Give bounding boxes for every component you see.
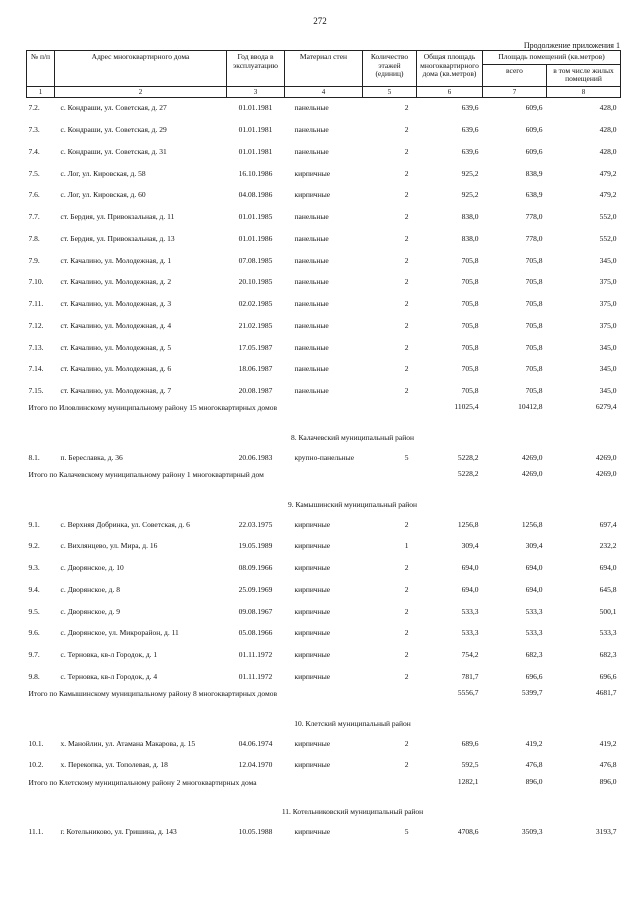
cell-year: 08.09.1966 [238,563,273,573]
cell-floors: 1 [404,541,409,551]
cell-address: с. Дворянское, д. 9 [60,606,120,616]
cell-area-residential: 3193,7 [595,827,617,837]
cell-total-area: 639,6 [461,146,479,156]
table-row [27,558,621,580]
cell-total-area: 4708,6 [457,827,479,837]
cell-material: панельные [294,299,329,309]
table-row [27,315,621,337]
cell-year: 17.05.1987 [238,342,273,352]
cell-year: 05.08.1966 [238,628,273,638]
section-heading-row [27,496,621,514]
section-heading: 10. Клетский муниципальный район [294,718,411,728]
table-row [27,822,621,844]
cell-num: 7.12. [28,320,44,330]
cell-material: панельные [294,364,329,374]
cell-floors: 2 [404,320,409,330]
cell-year: 12.04.1970 [238,760,273,770]
cell-area-all: 778,0 [525,212,543,222]
cell-floors: 2 [404,563,409,573]
cell-num: 10.2. [28,760,44,770]
cell-address: ст. Бердия, ул. Привокзальная, д. 11 [60,212,175,222]
cell-area-residential: 419,2 [599,738,617,748]
cell-area-all: 609,6 [525,103,543,113]
cell-material: панельные [294,212,329,222]
cell-area-all: 638,9 [525,190,543,200]
cell-area-all: 682,3 [525,650,543,660]
cell-material: панельные [294,103,329,113]
cell-num: 7.15. [28,386,44,396]
table-row [27,579,621,601]
table-row [27,207,621,229]
cell-material: кирпичные [294,563,331,573]
cell-floors: 2 [404,342,409,352]
table-row [27,381,621,403]
cell-total-area: 705,8 [461,386,479,396]
cell-area-all: 1256,8 [521,519,543,529]
cell-total-area: 592,5 [461,760,479,770]
cell-total-area: 705,8 [461,320,479,330]
cell-area-residential: 345,0 [599,342,617,352]
column-number: 1 [27,86,55,97]
cell-floors: 2 [404,606,409,616]
cell-material: кирпичные [294,519,331,529]
cell-material: кирпичные [294,628,331,638]
cell-material: панельные [294,125,329,135]
cell-total-area: 781,7 [461,671,479,681]
cell-area-residential: 232,2 [599,541,617,551]
housing-table [26,50,621,843]
cell-year: 02.02.1985 [238,299,273,309]
cell-area-residential: 345,0 [599,364,617,374]
cell-year: 01.11.1972 [238,671,273,681]
column-number: 6 [417,86,483,97]
cell-area-all: 533,3 [525,606,543,616]
cell-num: 9.3. [28,563,40,573]
cell-material: кирпичные [294,541,331,551]
cell-floors: 2 [404,519,409,529]
cell-address: с. Терновка, кв-л Городок, д. 4 [60,671,158,681]
cell-address: ст. Качалино, ул. Молодежная, д. 4 [60,320,172,330]
cell-num: 7.2. [28,103,40,113]
header-material: Материал стен [285,51,363,87]
cell-area-residential: 375,0 [599,320,617,330]
cell-total-area: 639,6 [461,125,479,135]
column-number: 4 [285,86,363,97]
cell-area-all: 419,2 [525,738,543,748]
cell-area-all: 778,0 [525,233,543,243]
cell-area-residential: 428,0 [599,103,617,113]
cell-num: 7.14. [28,364,44,374]
total-value: 4269,0 [595,469,617,479]
cell-area-residential: 345,0 [599,255,617,265]
cell-num: 9.8. [28,671,40,681]
cell-floors: 2 [404,628,409,638]
cell-material: кирпичные [294,190,331,200]
page-number: 272 [313,16,327,26]
cell-num: 7.9. [28,255,40,265]
cell-address: ст. Качалино, ул. Молодежная, д. 1 [60,255,172,265]
cell-floors: 2 [404,299,409,309]
table-row [27,294,621,316]
cell-total-area: 689,6 [461,738,479,748]
total-value: 4269,0 [521,469,543,479]
cell-floors: 2 [404,212,409,222]
cell-material: кирпичные [294,650,331,660]
total-row [27,688,621,715]
table-row [27,536,621,558]
cell-floors: 5 [404,452,409,462]
cell-area-residential: 533,3 [599,628,617,638]
cell-address: с. Верхняя Добринка, ул. Советская, д. 6 [60,519,190,529]
column-number: 2 [55,86,227,97]
table-row [27,185,621,207]
cell-material: кирпичные [294,827,331,837]
section-heading-row [27,429,621,447]
cell-year: 04.08.1986 [238,190,273,200]
cell-year: 01.01.1981 [238,146,273,156]
total-value: 1282,1 [457,776,479,786]
total-label: Итого по Клетскому муниципальному району 2 многоквартирных дома [28,777,257,787]
cell-address: с. Вихлянцево, ул. Мира, д. 16 [60,541,158,551]
cell-address: с. Кондраши, ул. Советская, д. 31 [60,146,167,156]
cell-area-all: 476,8 [525,760,543,770]
total-row [27,777,621,804]
cell-area-residential: 428,0 [599,146,617,156]
cell-area-residential: 476,8 [599,760,617,770]
cell-area-residential: 500,1 [599,606,617,616]
cell-floors: 2 [404,125,409,135]
table-row [27,141,621,163]
header-total-area: Общая площадь многоквартирного дома (кв.метров) [417,51,483,87]
cell-year: 20.06.1983 [238,452,273,462]
cell-address: с. Лог, ул. Кировская, д. 58 [60,168,146,178]
cell-floors: 2 [404,584,409,594]
cell-area-residential: 552,0 [599,212,617,222]
total-value: 896,0 [525,776,543,786]
table-row [27,337,621,359]
cell-year: 01.01.1986 [238,233,273,243]
cell-total-area: 705,8 [461,364,479,374]
cell-area-residential: 4269,0 [595,452,617,462]
cell-year: 04.06.1974 [238,738,273,748]
continuation-note: Продолжение приложения 1 [523,41,620,50]
cell-area-all: 838,9 [525,168,543,178]
cell-address: ст. Качалино, ул. Молодежная, д. 3 [60,299,172,309]
cell-area-residential: 428,0 [599,125,617,135]
section-heading-row [27,715,621,733]
cell-total-area: 705,8 [461,255,479,265]
cell-floors: 2 [404,190,409,200]
column-number: 3 [227,86,285,97]
cell-address: х. Манойлин, ул. Атамана Макарова, д. 15 [60,738,196,748]
cell-num: 7.13. [28,342,44,352]
table-row [27,755,621,777]
cell-material: панельные [294,233,329,243]
cell-floors: 2 [404,277,409,287]
cell-num: 9.5. [28,606,40,616]
table-row [27,733,621,755]
cell-address: ст. Качалино, ул. Молодежная, д. 7 [60,386,172,396]
cell-area-all: 705,8 [525,277,543,287]
cell-area-all: 705,8 [525,386,543,396]
cell-total-area: 533,3 [461,628,479,638]
cell-total-area: 754,2 [461,650,479,660]
total-label: Итого по Камышинскому муниципальному району 8 многоквартирных домов [28,689,278,699]
cell-address: с. Кондраши, ул. Советская, д. 27 [60,103,167,113]
table-row [27,666,621,688]
total-value: 4681,7 [595,688,617,698]
cell-total-area: 639,6 [461,103,479,113]
cell-year: 07.08.1985 [238,255,273,265]
cell-floors: 5 [404,827,409,837]
cell-area-all: 705,8 [525,364,543,374]
cell-area-residential: 697,4 [599,519,617,529]
total-value: 10412,8 [518,402,543,412]
cell-floors: 2 [404,103,409,113]
cell-floors: 2 [404,738,409,748]
cell-area-residential: 682,3 [599,650,617,660]
cell-address: ст. Качалино, ул. Молодежная, д. 2 [60,277,172,287]
table-row [27,272,621,294]
section-heading: 11. Котельниковский муниципальный район [281,807,424,817]
cell-address: с. Дворянское, ул. Микрорайон, д. 11 [60,628,179,638]
cell-year: 22.03.1975 [238,519,273,529]
cell-address: п. Береславка, д. 36 [60,452,123,462]
total-label: Итого по Калачевскому муниципальному району 1 многоквартирный дом [28,470,264,480]
cell-address: с. Дворянское, д. 8 [60,584,120,594]
total-row [27,469,621,496]
cell-year: 19.05.1989 [238,541,273,551]
cell-floors: 2 [404,364,409,374]
cell-year: 25.09.1969 [238,584,273,594]
header-floors: Количество этажей (единиц) [363,51,417,87]
cell-area-all: 694,0 [525,563,543,573]
cell-material: кирпичные [294,671,331,681]
cell-area-all: 705,8 [525,342,543,352]
cell-area-all: 705,8 [525,320,543,330]
cell-area-residential: 645,8 [599,584,617,594]
cell-num: 7.6. [28,190,40,200]
cell-area-all: 609,6 [525,146,543,156]
cell-area-residential: 696,6 [599,671,617,681]
cell-year: 21.02.1985 [238,320,273,330]
cell-num: 9.6. [28,628,40,638]
cell-material: кирпичные [294,738,331,748]
table-row [27,120,621,142]
total-value: 6279,4 [595,402,617,412]
cell-num: 9.4. [28,584,40,594]
cell-address: ст. Бердия, ул. Привокзальная, д. 13 [60,233,175,243]
cell-total-area: 925,2 [461,190,479,200]
total-label: Итого по Иловлинскому муниципальному району 15 многоквартирных домов [28,403,278,413]
cell-material: крупно-панельные [294,452,355,462]
cell-year: 01.11.1972 [238,650,273,660]
table-row [27,623,621,645]
cell-address: с. Кондраши, ул. Советская, д. 29 [60,125,167,135]
header-residential: в том числе жилых помещений [547,64,621,86]
cell-floors: 2 [404,760,409,770]
cell-total-area: 838,0 [461,233,479,243]
cell-total-area: 705,8 [461,277,479,287]
cell-material: панельные [294,277,329,287]
cell-year: 20.08.1987 [238,386,273,396]
cell-num: 7.11. [28,299,44,309]
cell-year: 01.01.1981 [238,125,273,135]
cell-year: 16.10.1986 [238,168,273,178]
cell-year: 20.10.1985 [238,277,273,287]
cell-total-area: 1256,8 [457,519,479,529]
cell-area-residential: 552,0 [599,233,617,243]
section-heading: 9. Камышинский муниципальный район [287,499,418,509]
cell-year: 18.06.1987 [238,364,273,374]
cell-material: панельные [294,146,329,156]
cell-area-all: 3509,3 [521,827,543,837]
cell-num: 9.7. [28,650,40,660]
cell-area-residential: 375,0 [599,299,617,309]
total-value: 11025,4 [454,402,479,412]
cell-area-residential: 694,0 [599,563,617,573]
cell-total-area: 705,8 [461,342,479,352]
header-year: Год ввода в эксплуатацию [227,51,285,87]
cell-total-area: 533,3 [461,606,479,616]
cell-num: 7.4. [28,146,40,156]
header-all: всего [483,64,547,86]
column-number: 5 [363,86,417,97]
cell-total-area: 838,0 [461,212,479,222]
cell-total-area: 694,0 [461,584,479,594]
cell-area-all: 705,8 [525,299,543,309]
section-heading-row [27,804,621,822]
cell-total-area: 694,0 [461,563,479,573]
cell-material: панельные [294,386,329,396]
cell-material: кирпичные [294,606,331,616]
cell-address: с. Терновка, кв-л Городок, д. 1 [60,650,158,660]
table-row [27,645,621,667]
cell-floors: 2 [404,386,409,396]
total-value: 5556,7 [457,688,479,698]
cell-area-all: 609,6 [525,125,543,135]
cell-num: 7.5. [28,168,40,178]
cell-floors: 2 [404,146,409,156]
cell-total-area: 705,8 [461,299,479,309]
total-row [27,402,621,429]
cell-address: ст. Качалино, ул. Молодежная, д. 5 [60,342,172,352]
cell-area-all: 696,6 [525,671,543,681]
cell-area-residential: 479,2 [599,168,617,178]
cell-area-all: 533,3 [525,628,543,638]
cell-year: 10.05.1988 [238,827,273,837]
cell-floors: 2 [404,650,409,660]
column-number: 8 [547,86,621,97]
table-row [27,163,621,185]
header-premises-area: Площадь помещений (кв.метров) [483,51,621,65]
cell-area-all: 309,4 [525,541,543,551]
header-address: Адрес многоквартирного дома [55,51,227,87]
total-value: 5228,2 [457,469,479,479]
cell-area-all: 694,0 [525,584,543,594]
cell-num: 9.2. [28,541,40,551]
cell-total-area: 925,2 [461,168,479,178]
cell-floors: 2 [404,168,409,178]
cell-total-area: 309,4 [461,541,479,551]
cell-material: панельные [294,255,329,265]
cell-floors: 2 [404,671,409,681]
total-value: 896,0 [599,776,617,786]
column-number: 7 [483,86,547,97]
cell-num: 11.1. [28,827,44,837]
cell-year: 01.01.1981 [238,103,273,113]
cell-material: панельные [294,320,329,330]
cell-num: 7.7. [28,212,40,222]
cell-num: 8.1. [28,452,40,462]
table-row [27,359,621,381]
cell-total-area: 5228,2 [457,452,479,462]
cell-area-residential: 375,0 [599,277,617,287]
cell-address: с. Дворянское, д. 10 [60,563,124,573]
cell-year: 09.08.1967 [238,606,273,616]
header-num: № п/п [27,51,55,87]
cell-num: 7.8. [28,233,40,243]
cell-address: с. Лог, ул. Кировская, д. 60 [60,190,146,200]
cell-material: панельные [294,342,329,352]
cell-address: х. Перекопка, ул. Тополевая, д. 18 [60,760,168,770]
cell-num: 9.1. [28,519,40,529]
table-row [27,447,621,469]
cell-address: г. Котельниково, ул. Гришина, д. 143 [60,827,177,837]
cell-floors: 2 [404,255,409,265]
table-row [27,250,621,272]
table-row [27,228,621,250]
table-row [27,601,621,623]
table-row [27,514,621,536]
cell-num: 7.3. [28,125,40,135]
cell-material: кирпичные [294,760,331,770]
table-row [27,97,621,119]
cell-year: 01.01.1985 [238,212,273,222]
cell-material: кирпичные [294,168,331,178]
total-value: 5399,7 [521,688,543,698]
cell-material: кирпичные [294,584,331,594]
cell-area-residential: 479,2 [599,190,617,200]
cell-floors: 2 [404,233,409,243]
cell-area-residential: 345,0 [599,386,617,396]
section-heading: 8. Калачевский муниципальный район [291,433,414,443]
cell-area-all: 705,8 [525,255,543,265]
cell-num: 10.1. [28,738,44,748]
cell-area-all: 4269,0 [521,452,543,462]
cell-num: 7.10. [28,277,44,287]
cell-address: ст. Качалино, ул. Молодежная, д. 6 [60,364,172,374]
